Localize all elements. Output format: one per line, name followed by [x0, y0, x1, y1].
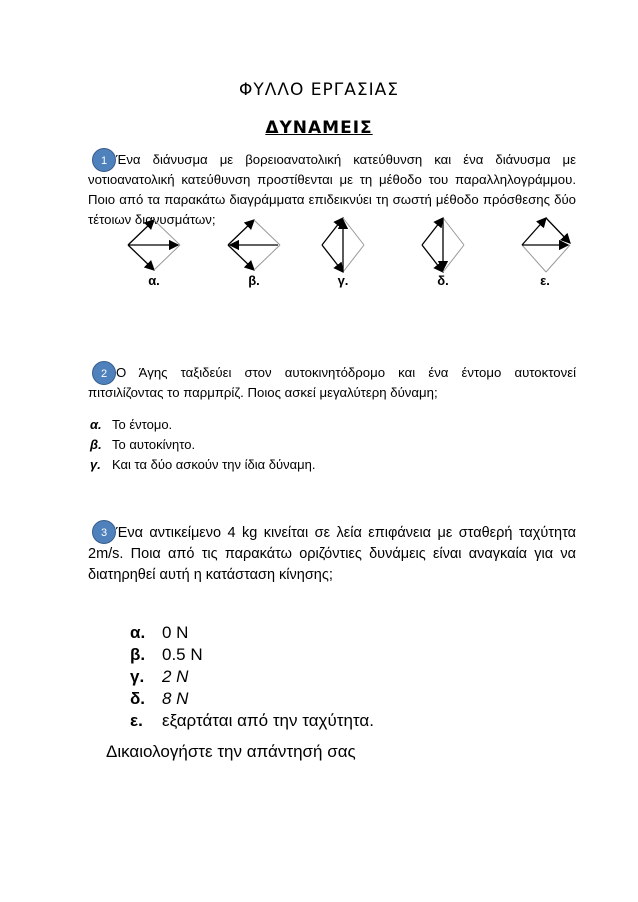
diagram-label-g: γ. [337, 273, 349, 288]
diagram-label-a: α. [148, 273, 160, 288]
question-number-badge: 1 [92, 148, 116, 172]
diagram-b [228, 220, 280, 270]
diagram-label-e: ε. [540, 273, 550, 288]
question-number-badge: 2 [92, 361, 116, 385]
option-list [90, 415, 315, 475]
diagram-g [322, 218, 364, 272]
option-a: α. Το έντομο. [90, 417, 173, 432]
page-title: ΦΥΛΛΟ ΕΡΓΑΣΙΑΣ [238, 80, 400, 100]
page-subtitle: ΔΥΝΑΜΕΙΣ [265, 118, 373, 138]
option-a: α. 0 N [130, 623, 189, 642]
diagram-label-d: δ. [437, 273, 449, 288]
option-g: γ. Και τα δύο ασκούν την ίδια δύναμη. [90, 457, 316, 472]
question-number-badge: 3 [92, 520, 116, 544]
diagram-a [128, 220, 180, 270]
justify-instruction: Δικαιολογήστε την απάντησή σας [106, 742, 356, 761]
option-g: γ. 2 N [130, 667, 189, 686]
diagram-d [422, 218, 464, 272]
option-e: ε. εξαρτάται από την ταχύτητα. [130, 711, 374, 730]
question-1-text: Ένα διάνυσμα με βορειοανατολική κατεύθυνση και ένα διάνυσμα με νοτιοανατολική κατεύθυνση προστίθενται με τη μέθοδο του παραλληλογράμμου. Ποιο από τα παρακάτω διαγράμματα επιδεικνύει τη σωστή μέθοδο πρόσθεσης δύο τέτοιων διανυσμάτων; [88, 152, 576, 227]
diagram-label-b: β. [248, 273, 260, 288]
diagram-e [522, 218, 570, 272]
question-2-text: Ο Άγης ταξιδεύει στον αυτοκινητόδρομο και ένα έντομο αυτοκτονεί πιτσιλίζοντας το παρμπρίζ. Ποιος ασκεί μεγαλύτερη δύναμη; [88, 365, 576, 400]
option-b: β. 0.5 N [130, 645, 203, 664]
vector-diagrams [0, 205, 638, 275]
option-list [130, 622, 374, 732]
question-3-text: Ένα αντικείμενο 4 kg κινείται σε λεία επιφάνεια με σταθερή ταχύτητα 2m/s. Ποια από τις παρακάτω οριζόντιες δυνάμεις είναι αναγκαία για να διατηρηθεί αυτή η κατάσταση κίνησης; [88, 525, 576, 583]
option-b: β. Το αυτοκίνητο. [90, 437, 196, 452]
option-d: δ. 8 N [130, 689, 189, 708]
